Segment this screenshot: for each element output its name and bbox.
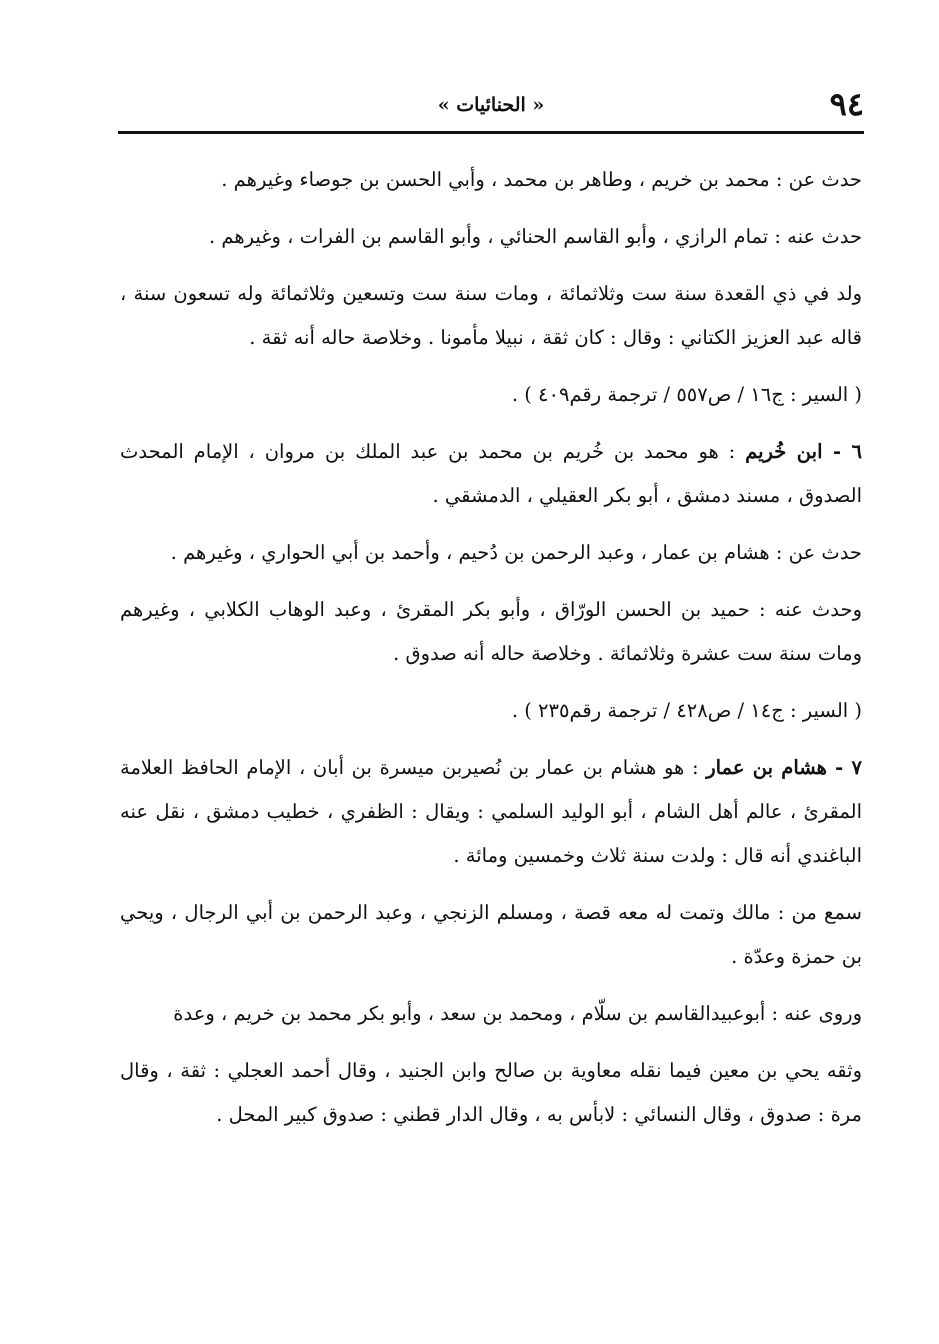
paragraph-narrated-from [120,158,862,202]
paragraph-text: وروى عنه : أبوعبيدالقاسم بن سلّام ، ومحمد بن سعد ، وأبو بكر محمد بن خريم ، وعدة [173,1002,862,1025]
paragraph-birth-death [120,272,862,360]
paragraph-text: سمع من : مالك وتمت له معه قصة ، ومسلم الزنجي ، وعبد الرحمن بن أبي الرجال ، ويحي بن حمزة وعدّة . [120,901,862,968]
paragraph-text: : هو محمد بن خُريم بن محمد بن عبد الملك بن مروان ، الإمام المحدث الصدوق ، مسند دمشق ، أبو بكر العقيلي ، الدمشقي . [120,440,862,507]
paragraph-narrated-by [120,992,862,1036]
page-body [120,158,862,1150]
paragraph-text: ( السير : ج١٦ / ص٥٥٧ / ترجمة رقم٤٠٩ ) . [511,383,862,406]
page-number: ٩٤ [829,85,864,123]
running-title: « الحنائيات » [437,94,545,116]
paragraph-text: حدث عنه : تمام الرازي ، وأبو القاسم الحنائي ، وأبو القاسم بن الفرات ، وغيرهم . [208,225,862,248]
paragraph-citation [120,689,862,733]
paragraph-narrated-from [120,531,862,575]
entry-heading: ٦ - ابن خُريم [745,440,862,463]
paragraph-heard-from [120,891,862,979]
paragraph-biography-entry [120,430,862,518]
paragraph-narrated-by [120,215,862,259]
paragraph-narrated-by [120,588,862,676]
header-rule [118,131,864,134]
paragraph-text: ولد في ذي القعدة سنة ست وثلاثمائة ، ومات سنة ست وتسعين وثلاثمائة وله تسعون سنة ، قاله عبد العزيز الكتاني : وقال : كان ثقة ، نبيلا مأمونا . وخلاصة حاله أنه ثقة . [120,282,862,349]
paragraph-biography-entry [120,746,862,878]
paragraph-text: حدث عن : هشام بن عمار ، وعبد الرحمن بن دُحيم ، وأحمد بن أبي الحواري ، وغيرهم . [170,541,862,564]
paragraph-text: : هو هشام بن عمار بن نُصيربن ميسرة بن أبان ، الإمام الحافظ العلامة المقرئ ، عالم أهل الشام ، أبو الوليد السلمي : ويقال : الظفري ، خطيب دمشق ، نقل عنه الباغندي أنه قال : ولدت سنة ثلاث وخمسين ومائة . [120,756,862,867]
paragraph-reliability [120,1049,862,1137]
paragraph-text: وحدث عنه : حميد بن الحسن الورّاق ، وأبو بكر المقرئ ، وعبد الوهاب الكلابي ، وغيرهم ومات سنة ست عشرة وثلاثمائة . وخلاصة حاله أنه صدوق . [120,598,862,665]
page-header [118,84,864,130]
paragraph-text: وثقه يحي بن معين فيما نقله معاوية بن صالح وابن الجنيد ، وقال أحمد العجلي : ثقة ، وقال مرة : صدوق ، وقال النسائي : لابأس به ، وقال الدار قطني : صدوق كبير المحل . [120,1059,862,1126]
entry-heading: ٧ - هشام بن عمار [706,756,862,779]
paragraph-citation [120,373,862,417]
paragraph-text: حدث عن : محمد بن خريم ، وطاهر بن محمد ، وأبي الحسن بن جوصاء وغيرهم . [221,168,862,191]
paragraph-text: ( السير : ج١٤ / ص٤٢٨ / ترجمة رقم٢٣٥ ) . [511,699,862,722]
